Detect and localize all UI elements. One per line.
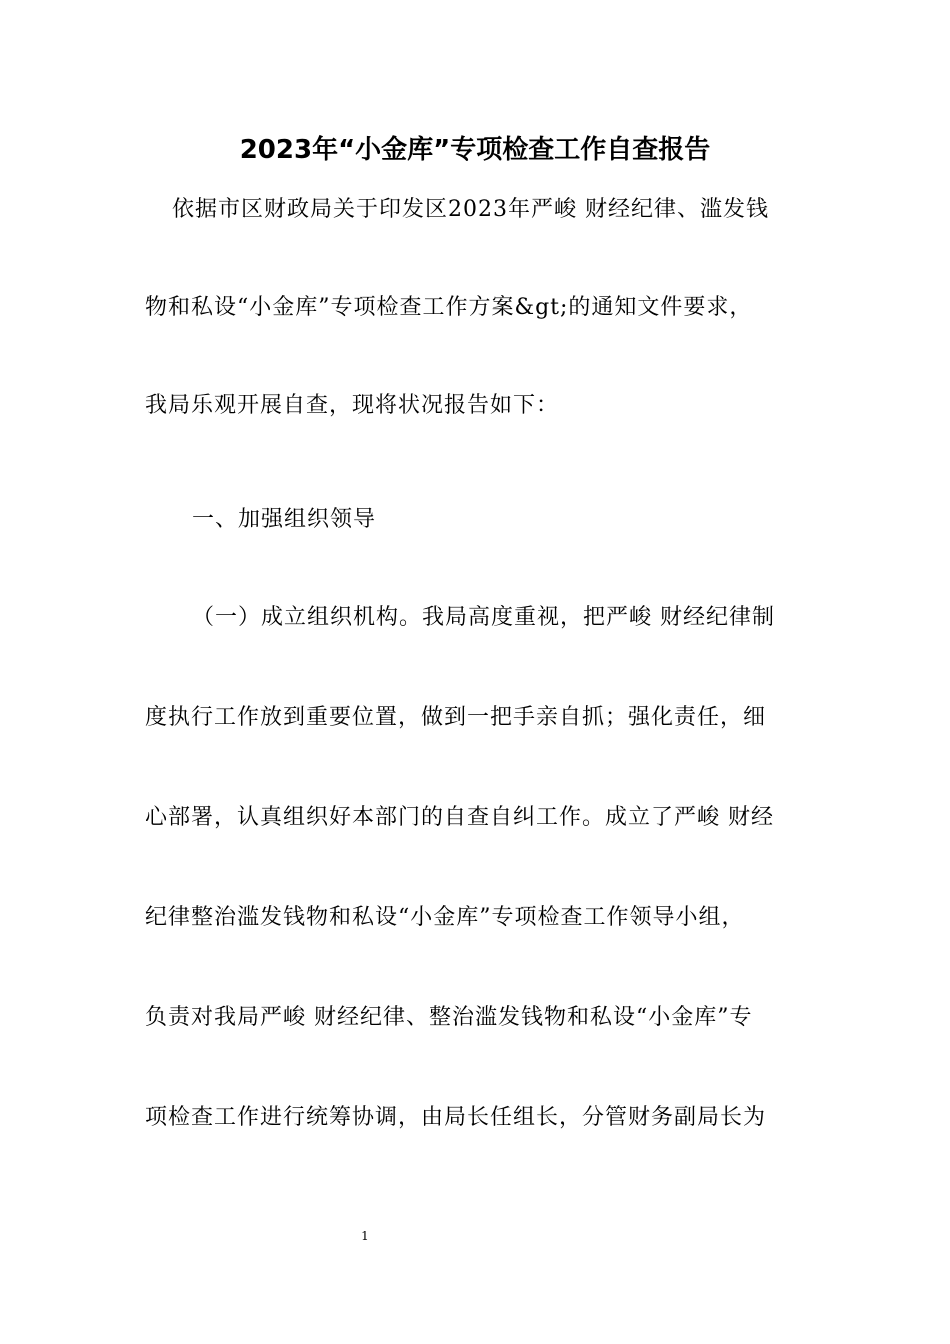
- paragraph-line: 依据市区财政局关于印发区2023年严峻 财经纪律、滥发钱: [172, 197, 769, 222]
- paragraph-line: 度执行工作放到重要位置，做到一把手亲自抓；强化责任，细: [145, 705, 767, 730]
- section-heading: 一、加强组织领导: [192, 507, 377, 532]
- paragraph-line: （一）成立组织机构。我局高度重视，把严峻 财经纪律制: [192, 605, 775, 630]
- paragraph-line: 我局乐观开展自查，现将状况报告如下：: [145, 393, 560, 418]
- paragraph-line: 心部署，认真组织好本部门的自查自纠工作。成立了严峻 财经: [145, 805, 774, 830]
- page-number: 1: [361, 1229, 369, 1243]
- paragraph-line: 项检查工作进行统筹协调，由局长任组长，分管财务副局长为: [145, 1105, 767, 1130]
- paragraph-line: 物和私设“小金库”专项检查工作方案&gt;的通知文件要求，: [145, 295, 753, 320]
- document-title: 2023年“小金库”专项检查工作自查报告: [239, 135, 711, 165]
- paragraph-line: 负责对我局严峻 财经纪律、整治滥发钱物和私设“小金库”专: [145, 1005, 753, 1030]
- paragraph-line: 纪律整治滥发钱物和私设“小金库”专项检查工作领导小组，: [145, 905, 745, 930]
